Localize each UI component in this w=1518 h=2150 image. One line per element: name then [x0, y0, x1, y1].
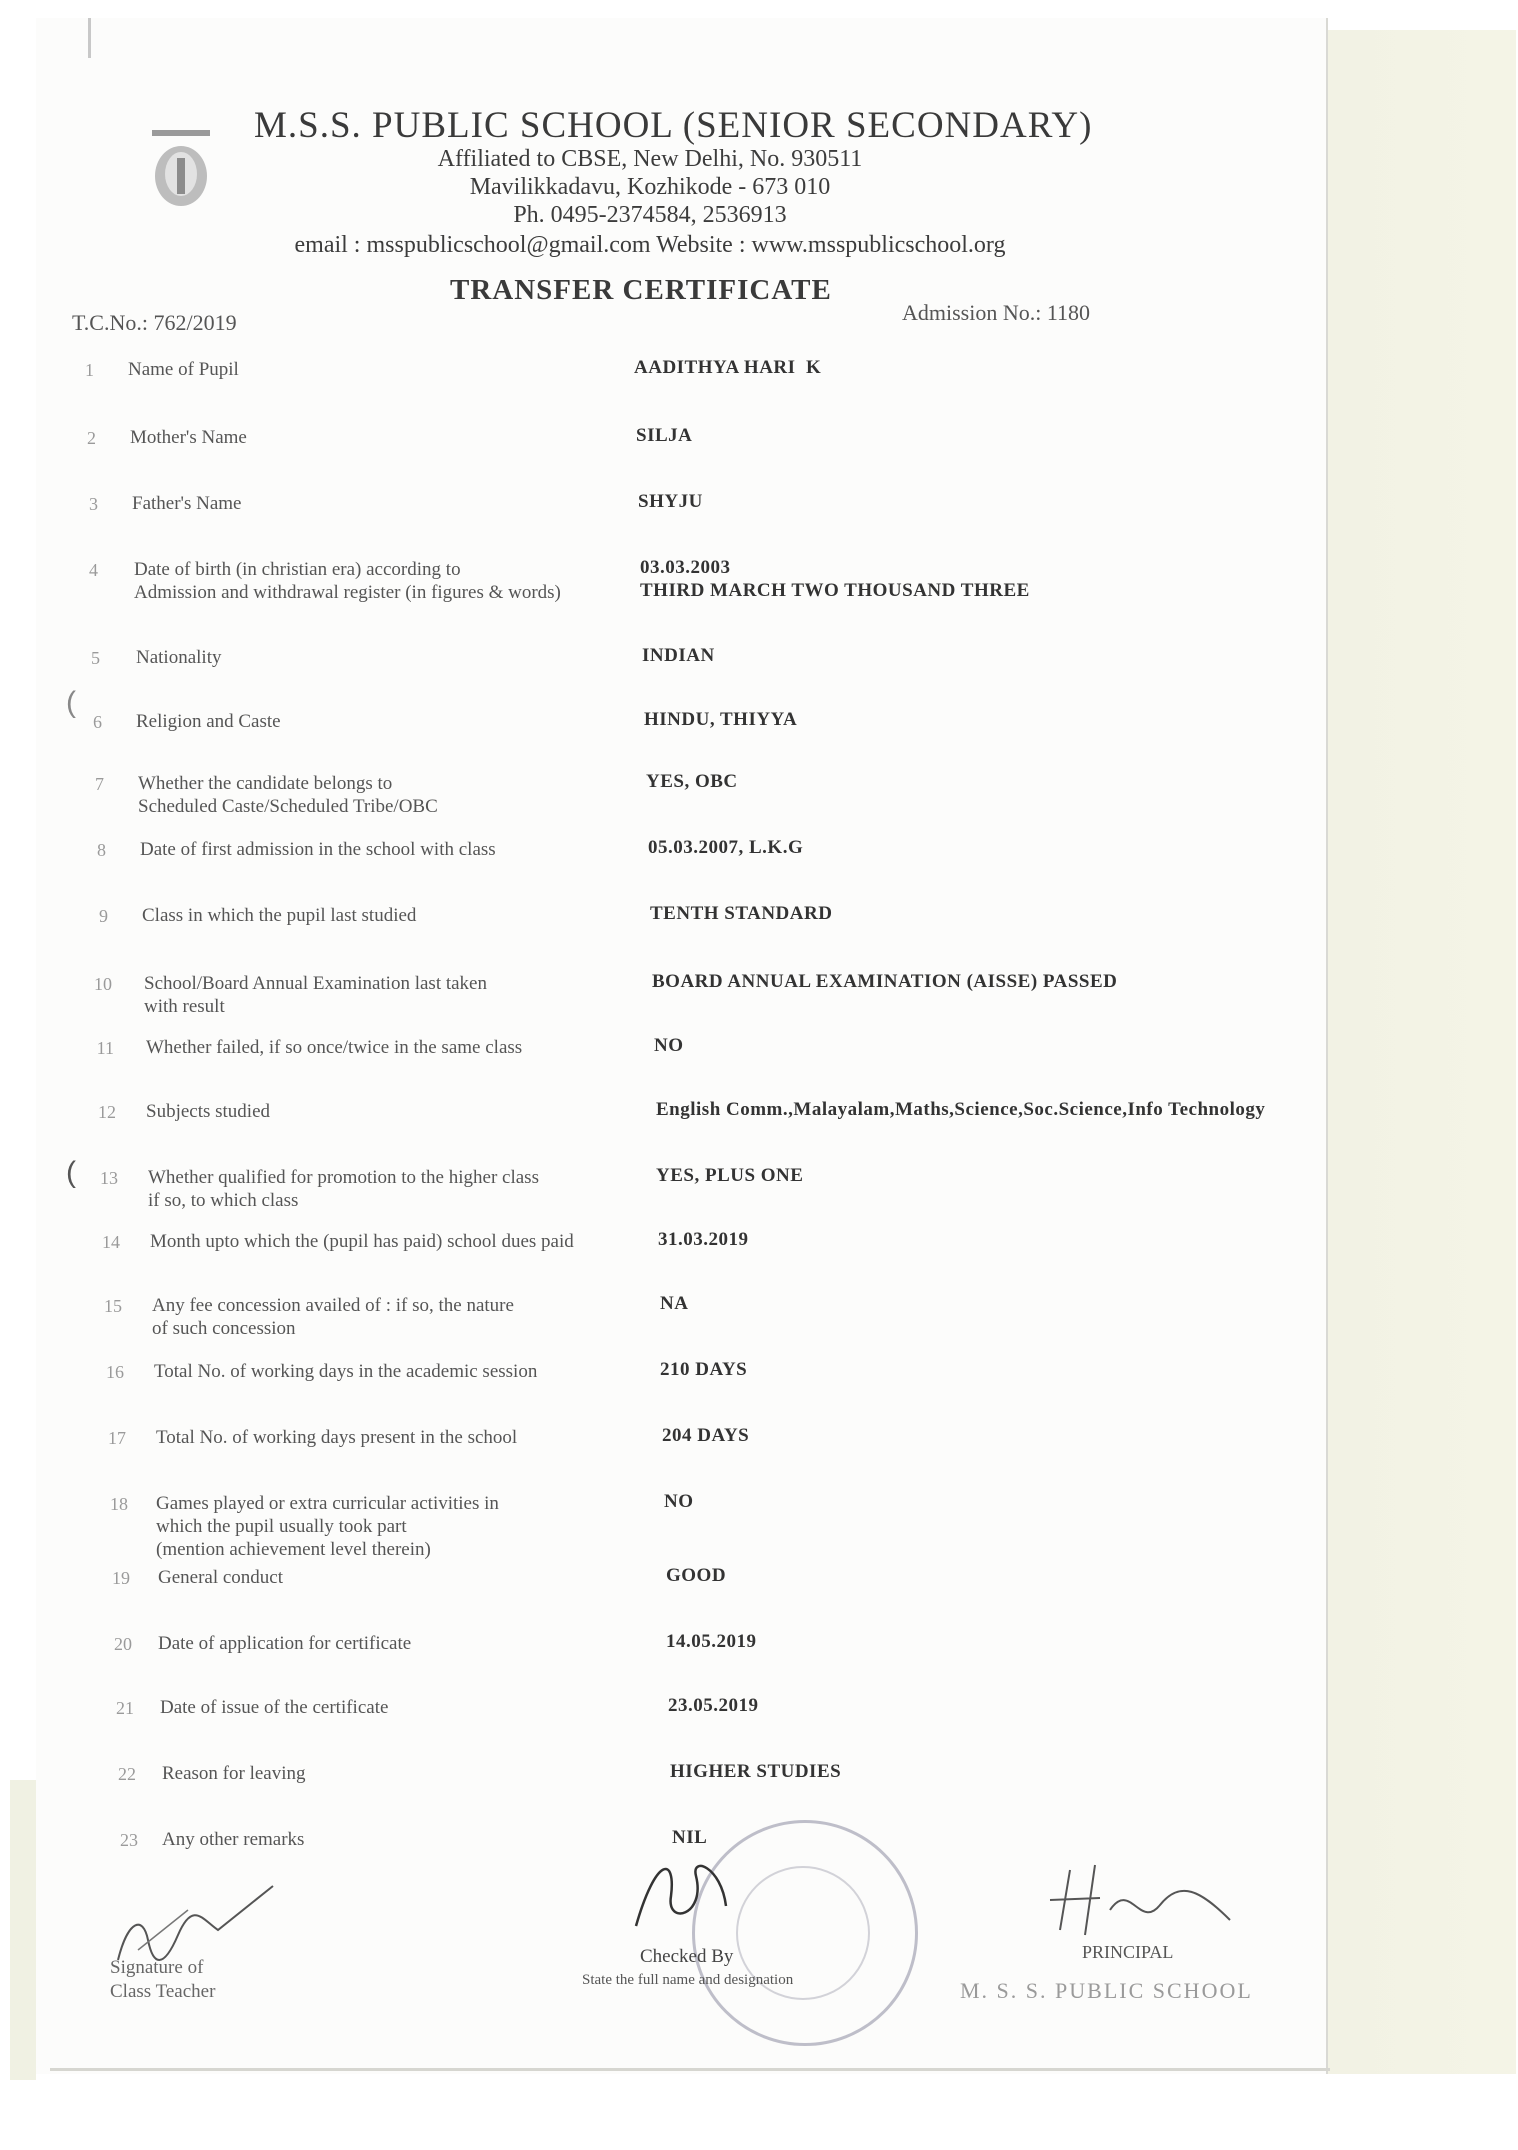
row-number: 4 [89, 560, 98, 580]
checked-by-label: Checked By [640, 1946, 734, 1967]
field-label: Class in which the pupil last studied [142, 905, 417, 926]
field-value: HINDU, THIYYA [644, 709, 798, 730]
row-number: 15 [104, 1296, 122, 1316]
field-label: Date of birth (in christian era) according to Admission and withdrawal register (in figures & words) [134, 559, 561, 603]
state-full-name-label: State the full name and designation [582, 1972, 794, 1988]
certificate-title: TRANSFER CERTIFICATE [450, 274, 832, 306]
school-phone: Ph. 0495-2374584, 2536913 [513, 202, 787, 228]
field-label: Reason for leaving [162, 1763, 306, 1784]
field-value: 05.03.2007, L.K.G [648, 837, 804, 858]
tc-number: T.C.No.: 762/2019 [72, 310, 237, 335]
field-value: NO [654, 1035, 684, 1056]
checked-by-signature [626, 1836, 736, 1946]
field-label: Games played or extra curricular activities in which the pupil usually took part (mention achievement level therein) [156, 1493, 499, 1560]
school-logo-icon [148, 128, 214, 210]
certificate-row [0, 644, 1300, 704]
row-number: 23 [120, 1830, 138, 1850]
certificate-row [0, 1228, 1300, 1288]
field-label: General conduct [158, 1567, 284, 1588]
row-number: 3 [89, 494, 98, 514]
field-label: Month upto which the (pupil has paid) school dues paid [150, 1231, 574, 1252]
row-number: 1 [85, 360, 94, 380]
admission-number: Admission No.: 1180 [902, 300, 1091, 325]
field-value: NIL [672, 1827, 708, 1848]
punch-mark: ( [66, 686, 76, 719]
field-label: Subjects studied [146, 1101, 271, 1122]
field-value: BOARD ANNUAL EXAMINATION (AISSE) PASSED [652, 971, 1118, 992]
field-label: Total No. of working days in the academic session [154, 1361, 538, 1382]
field-value: NO [664, 1491, 694, 1512]
school-contact: email : msspublicschool@gmail.com Website : www.msspublicschool.org [294, 232, 1006, 258]
school-name: M.S.S. PUBLIC SCHOOL (SENIOR SECONDARY) [254, 105, 1093, 146]
field-value: YES, OBC [646, 771, 738, 792]
field-label: Date of first admission in the school with class [140, 839, 496, 860]
row-number: 7 [95, 774, 104, 794]
scan-artifact [88, 18, 91, 58]
certificate-row [0, 424, 1300, 484]
field-value: 204 DAYS [662, 1425, 750, 1446]
row-number: 2 [87, 428, 96, 448]
row-number: 17 [108, 1428, 126, 1448]
field-value: HIGHER STUDIES [670, 1761, 842, 1782]
row-number: 18 [110, 1494, 128, 1514]
certificate-row [0, 1564, 1300, 1624]
field-value: 03.03.2003 THIRD MARCH TWO THOUSAND THREE [640, 557, 1030, 601]
field-label: Date of issue of the certificate [160, 1697, 389, 1718]
row-number: 11 [96, 1038, 114, 1058]
row-number: 19 [112, 1568, 130, 1588]
scan-bottom-edge [50, 2068, 1330, 2071]
principal-signature [1040, 1860, 1250, 1940]
scan-background-strip [1326, 30, 1516, 2074]
scan-edge-strip [10, 1780, 36, 2080]
field-value: English Comm.,Malayalam,Maths,Science,Soc.Science,Info Technology [656, 1099, 1266, 1120]
certificate-row [0, 1098, 1300, 1158]
principal-label: PRINCIPAL [1082, 1942, 1174, 1962]
certificate-row [0, 490, 1300, 550]
field-label: Any other remarks [162, 1829, 305, 1850]
class-teacher-label: Signature of Class Teacher [110, 1957, 216, 2002]
row-number: 5 [91, 648, 100, 668]
school-address: Mavilikkadavu, Kozhikode - 673 010 [469, 174, 831, 200]
field-label: Mother's Name [130, 427, 247, 448]
row-number: 6 [93, 712, 102, 732]
field-value: TENTH STANDARD [650, 903, 833, 924]
field-value: NA [660, 1293, 689, 1314]
field-value: 210 DAYS [660, 1359, 748, 1380]
row-number: 13 [100, 1168, 118, 1188]
field-label: Total No. of working days present in the school [156, 1427, 518, 1448]
field-label: Religion and Caste [136, 711, 281, 732]
field-label: Whether the candidate belongs to Scheduled Caste/Scheduled Tribe/OBC [138, 773, 438, 817]
certificate-row [0, 1034, 1300, 1094]
certificate-row [0, 1760, 1300, 1820]
field-value: 31.03.2019 [658, 1229, 749, 1250]
field-value: 23.05.2019 [668, 1695, 759, 1716]
field-label: Date of application for certificate [158, 1633, 412, 1654]
certificate-row [0, 1630, 1300, 1690]
certificate-row [0, 1694, 1300, 1754]
certificate-row [0, 556, 1300, 616]
field-label: Father's Name [132, 493, 242, 514]
certificate-row [0, 1292, 1300, 1352]
field-value: YES, PLUS ONE [656, 1165, 804, 1186]
field-value: GOOD [666, 1565, 727, 1586]
field-label: Any fee concession availed of : if so, the nature of such concession [152, 1295, 514, 1339]
row-number: 16 [106, 1362, 124, 1382]
field-label: Nationality [136, 647, 222, 668]
field-value: SHYJU [638, 491, 703, 512]
principal-seal-text: M. S. S. PUBLIC SCHOOL [960, 1978, 1253, 2003]
certificate-row [0, 1358, 1300, 1418]
row-number: 20 [114, 1634, 132, 1654]
field-label: School/Board Annual Examination last taken with result [144, 973, 487, 1017]
field-value: AADITHYA HARI K [634, 357, 822, 378]
field-label: Whether qualified for promotion to the higher class if so, to which class [148, 1167, 539, 1211]
punch-mark: ( [66, 1156, 76, 1189]
certificate-row [0, 970, 1300, 1030]
row-number: 22 [118, 1764, 136, 1784]
row-number: 12 [98, 1102, 116, 1122]
certificate-row [0, 836, 1300, 896]
field-value: 14.05.2019 [666, 1631, 757, 1652]
row-number: 8 [97, 840, 106, 860]
row-number: 10 [94, 974, 112, 994]
certificate-row [0, 902, 1300, 962]
certificate-row [0, 708, 1300, 768]
certificate-row [0, 1490, 1300, 1560]
affiliation: Affiliated to CBSE, New Delhi, No. 930511 [437, 146, 863, 172]
row-number: 9 [99, 906, 108, 926]
certificate-row [0, 356, 1300, 416]
field-label: Whether failed, if so once/twice in the same class [146, 1037, 523, 1058]
certificate-row [0, 1164, 1300, 1224]
certificate-row [0, 1424, 1300, 1484]
field-value: INDIAN [642, 645, 715, 666]
field-label: Name of Pupil [128, 359, 239, 380]
field-value: SILJA [636, 425, 693, 446]
row-number: 14 [102, 1232, 120, 1252]
row-number: 21 [116, 1698, 134, 1718]
certificate-row [0, 770, 1300, 830]
